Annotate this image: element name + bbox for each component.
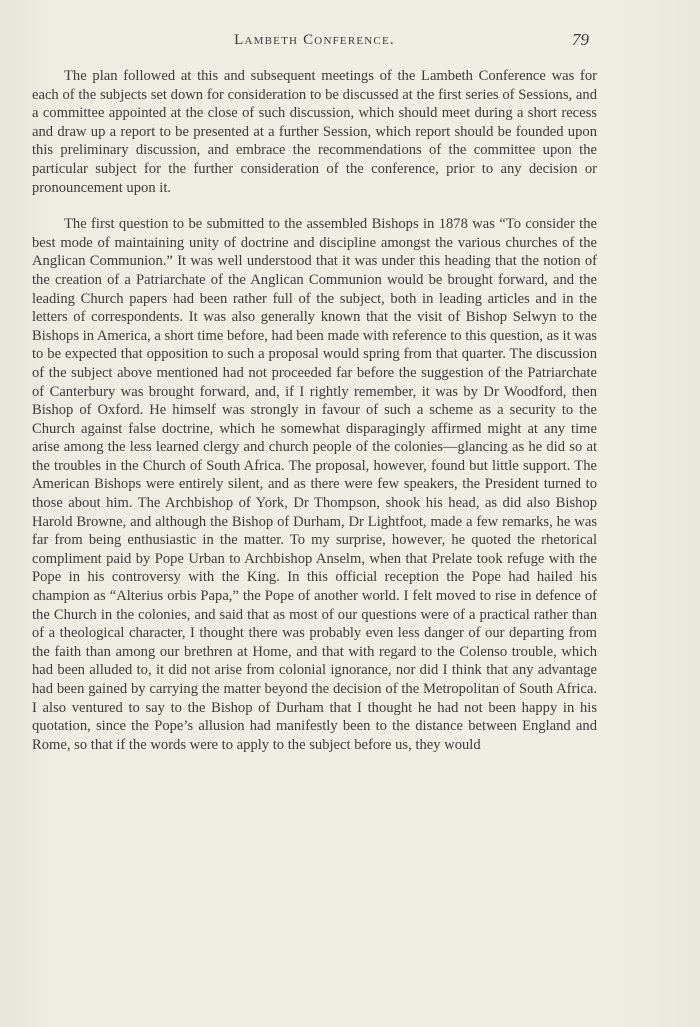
page-header <box>32 30 597 54</box>
running-head: Lambeth Conference. <box>234 32 395 48</box>
page-number: 79 <box>572 30 589 49</box>
body-text <box>32 67 597 754</box>
paragraph-2: The first question to be submitted to the assembled Bishops in 1878 was “To consider the best mode of maintaining unity of doctrine and discipline amongst the various churches of the Anglican Communion.” It was well understood that it was under this heading that the notion of the creation of a Patriarchate of the Anglican Communion would be brought forward, and the leading Church papers had been rather full of the subject, both in leading articles and in the letters of correspondents. It was also generally known that the visit of Bishop Selwyn to the Bishops in America, a short time before, had been made with reference to this question, as it was to be expected that opposition to such a proposal would spring from that quarter. The discussion of the subject above mentioned had not proceeded far before the suggestion of the Patriarchate of Canterbury was brought forward, and, if I rightly remember, it was by Dr Woodford, then Bishop of Oxford. He himself was strongly in favour of such a scheme as a security to the Church against false doctrine, which he somewhat disparagingly affirmed might at any time arise among the less learned clergy and church people of the colonies—glancing as he did so at the troubles in the Church of South Africa. The proposal, however, found but little support. The American Bishops were entirely silent, and as there were few speakers, the President turned to those about him. The Archbishop of York, Dr Thompson, shook his head, as did also Bishop Harold Browne, and although the Bishop of Durham, Dr Lightfoot, made a few remarks, he was far from being enthusiastic in the matter. To my surprise, however, he quoted the rhetorical compliment paid by Pope Urban to Archbishop Anselm, when that Prelate took refuge with the Pope in his controversy with the King. In this official reception the Pope had hailed his champion as “Alterius orbis Papa,” the Pope of another world. I felt moved to rise in defence of the Church in the colonies, and said that as most of our questions were of a practical rather than of a theological character, I thought there was probably even less danger of our departing from the faith than among our brethren at Home, and that with regard to the Colenso trouble, which had been alluded to, it did not arise from colonial ignorance, nor did I think that any advantage had been gained by carrying the matter beyond the decision of the Metropolitan of South Africa. I also ventured to say to the Bishop of Durham that I thought he had not been happy in his quotation, since the Pope’s allusion had manifestly been to the distance between England and Rome, so that if the words were to apply to the subject before us, they would <box>32 216 597 753</box>
paragraph-1: The plan followed at this and subsequent meetings of the Lambeth Conference was for each of the subjects set down for consideration to be discussed at the first series of Sessions, and a committee appointed at the close of such discussion, which should meet during a short recess and draw up a report to be presented at a further Session, which report should be founded upon this preliminary discussion, and embrace the recommendations of the committee upon the particular subject for the further consideration of the conference, prior to any decision or pronouncement upon it. <box>32 68 597 196</box>
